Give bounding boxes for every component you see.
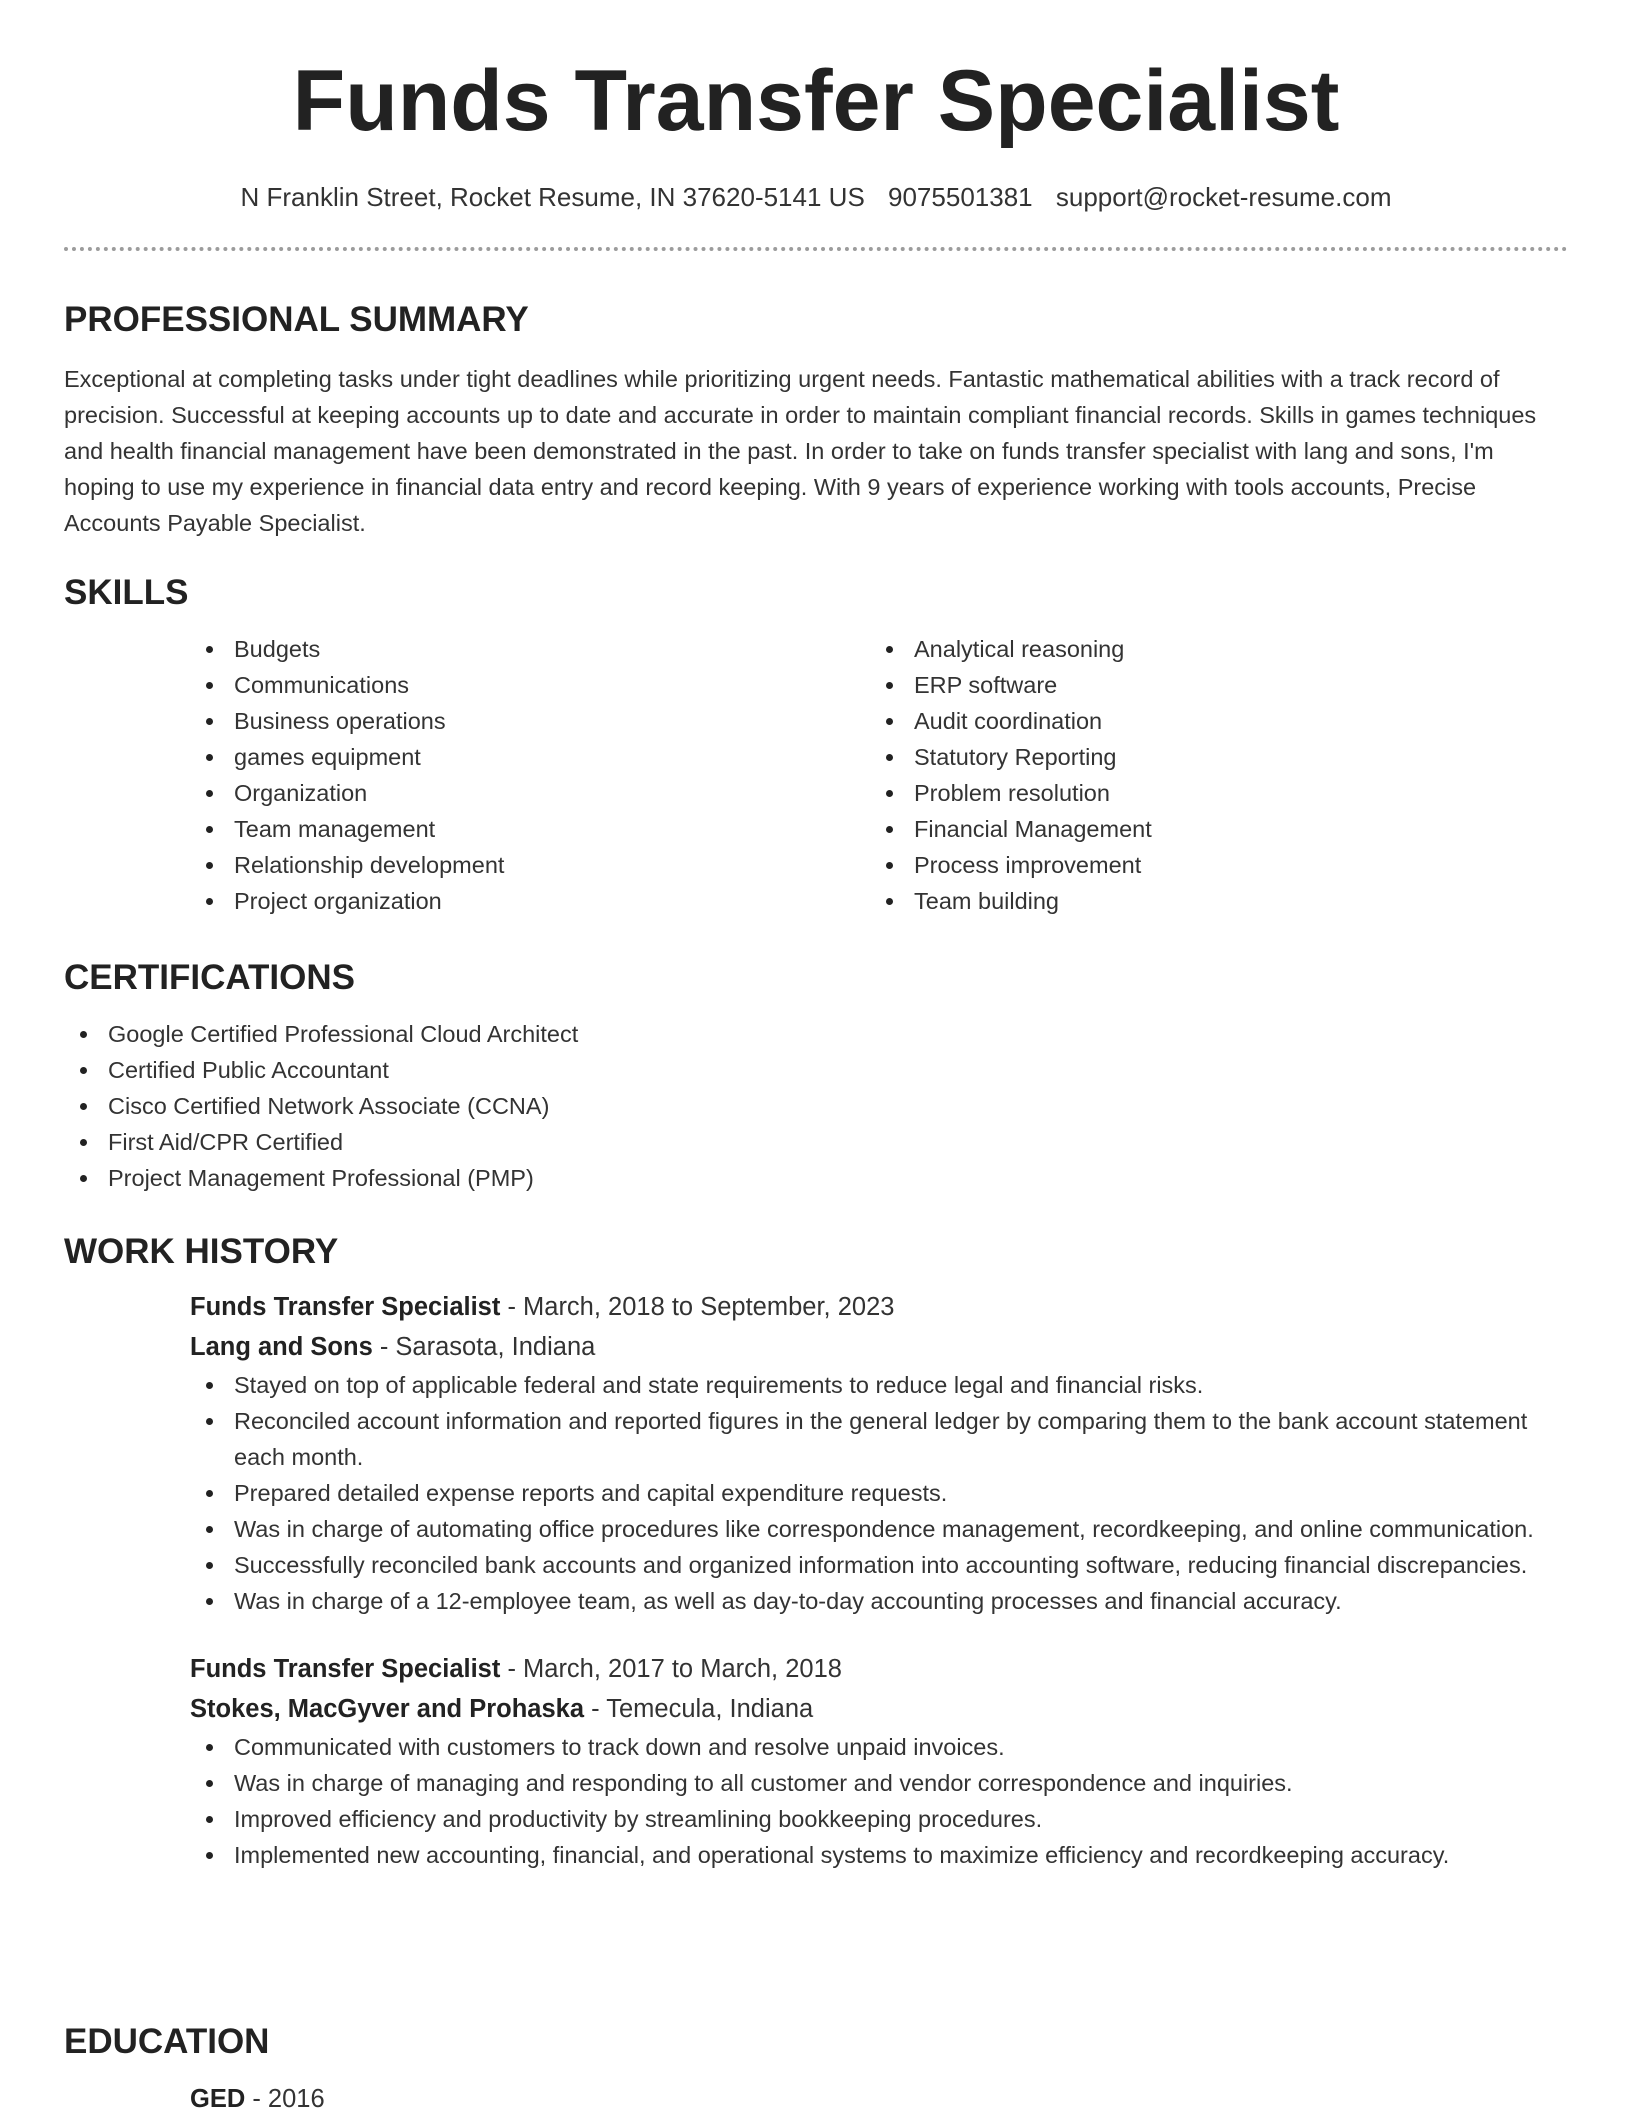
skills-grid <box>190 631 1568 919</box>
job-role: Funds Transfer Specialist <box>190 1293 501 1321</box>
job-title-line <box>190 1649 1568 1689</box>
summary-section <box>64 302 1568 541</box>
job-bullet: Prepared detailed expense reports and capital expenditure requests. <box>190 1475 1568 1511</box>
skill-item: Project organization <box>190 883 870 919</box>
work-history-title: WORK HISTORY <box>64 1232 339 1271</box>
skill-item: Process improvement <box>870 847 1550 883</box>
certification-item: Cisco Certified Network Associate (CCNA) <box>64 1088 1568 1124</box>
skills-title: SKILLS <box>64 573 189 612</box>
skill-item: Business operations <box>190 703 870 739</box>
skill-item: Team management <box>190 811 870 847</box>
education-section <box>64 2024 1568 2119</box>
certifications-section <box>64 960 1568 1196</box>
resume-page <box>64 0 1568 2113</box>
job-bullet: Implemented new accounting, financial, and operational systems to maximize efficiency and recordkeeping accuracy. <box>190 1837 1568 1873</box>
skills-section <box>64 575 1568 919</box>
job-company: Lang and Sons <box>190 1333 373 1361</box>
job-bullet: Was in charge of automating office procedures like correspondence management, recordkeeping, and online communication. <box>190 1511 1568 1547</box>
skill-item: Organization <box>190 775 870 811</box>
job-entry <box>190 1649 1568 1873</box>
contact-line <box>64 182 1568 213</box>
skill-item: Relationship development <box>190 847 870 883</box>
job-title-line <box>190 1287 1568 1327</box>
work-history-section <box>64 1234 1568 1873</box>
skill-item: ERP software <box>870 667 1550 703</box>
job-dates: - March, 2018 to September, 2023 <box>500 1293 895 1321</box>
job-bullet: Was in charge of managing and responding to all customer and vendor correspondence and inquiries. <box>190 1765 1568 1801</box>
job-role: Funds Transfer Specialist <box>190 1655 501 1683</box>
resume-name: Funds Transfer Specialist <box>292 53 1340 149</box>
certifications-list <box>64 1016 1568 1196</box>
job-bullet: Communicated with customers to track down and resolve unpaid invoices. <box>190 1729 1568 1765</box>
certification-item: First Aid/CPR Certified <box>64 1124 1568 1160</box>
header-divider <box>64 247 1568 251</box>
job-bullets <box>64 1367 1568 1619</box>
contact-address: N Franklin Street, Rocket Resume, IN 37620-5141 US <box>240 182 865 212</box>
job-company-line <box>190 1327 1568 1367</box>
skill-item: Financial Management <box>870 811 1550 847</box>
certification-item: Google Certified Professional Cloud Architect <box>64 1016 1568 1052</box>
job-bullet: Improved efficiency and productivity by streamlining bookkeeping procedures. <box>190 1801 1568 1837</box>
job-location: - Sarasota, Indiana <box>372 1333 596 1361</box>
skill-item: Analytical reasoning <box>870 631 1550 667</box>
summary-title: PROFESSIONAL SUMMARY <box>64 300 529 339</box>
skill-item: Team building <box>870 883 1550 919</box>
education-degree: GED <box>190 2085 246 2113</box>
job-bullet: Stayed on top of applicable federal and state requirements to reduce legal and financial risks. <box>190 1367 1568 1403</box>
job-company: Stokes, MacGyver and Prohaska <box>190 1695 585 1723</box>
skills-list-left <box>190 631 870 919</box>
job-bullet: Reconciled account information and reported figures in the general ledger by comparing them to the bank account statement each month. <box>190 1403 1568 1475</box>
education-year: - 2016 <box>245 2085 325 2113</box>
job-bullet: Was in charge of a 12-employee team, as well as day-to-day accounting processes and financial accuracy. <box>190 1583 1568 1619</box>
skill-item: Problem resolution <box>870 775 1550 811</box>
contact-email: support@rocket-resume.com <box>1055 182 1392 212</box>
skill-item: Statutory Reporting <box>870 739 1550 775</box>
summary-text: Exceptional at completing tasks under tight deadlines while prioritizing urgent needs. Fantastic mathematical abilities with a track record of precision. Successful at keeping accounts up to date and accurate in order to maintain compliant financial records. Skills in games techniques and health financial management have been demonstrated in the past. In order to take on funds transfer specialist with lang and sons, I'm hoping to use my experience in financial data entry and record keeping. With 9 years of experience working with tools accounts, Precise Accounts Payable Specialist. <box>64 366 1537 536</box>
certification-item: Certified Public Accountant <box>64 1052 1568 1088</box>
job-bullet: Successfully reconciled bank accounts and organized information into accounting software, reducing financial discrepancies. <box>190 1547 1568 1583</box>
job-company-line <box>190 1689 1568 1729</box>
certifications-title: CERTIFICATIONS <box>64 958 356 997</box>
job-entry <box>190 1287 1568 1619</box>
skill-item: Audit coordination <box>870 703 1550 739</box>
job-bullets <box>64 1729 1568 1873</box>
skills-list-right <box>870 631 1550 919</box>
skill-item: Budgets <box>190 631 870 667</box>
skill-item: games equipment <box>190 739 870 775</box>
education-title: EDUCATION <box>64 2022 270 2061</box>
contact-phone: 9075501381 <box>888 182 1033 212</box>
job-dates: - March, 2017 to March, 2018 <box>500 1655 842 1683</box>
skill-item: Communications <box>190 667 870 703</box>
job-location: - Temecula, Indiana <box>584 1695 814 1723</box>
education-line <box>190 2079 1568 2119</box>
certification-item: Project Management Professional (PMP) <box>64 1160 1568 1196</box>
